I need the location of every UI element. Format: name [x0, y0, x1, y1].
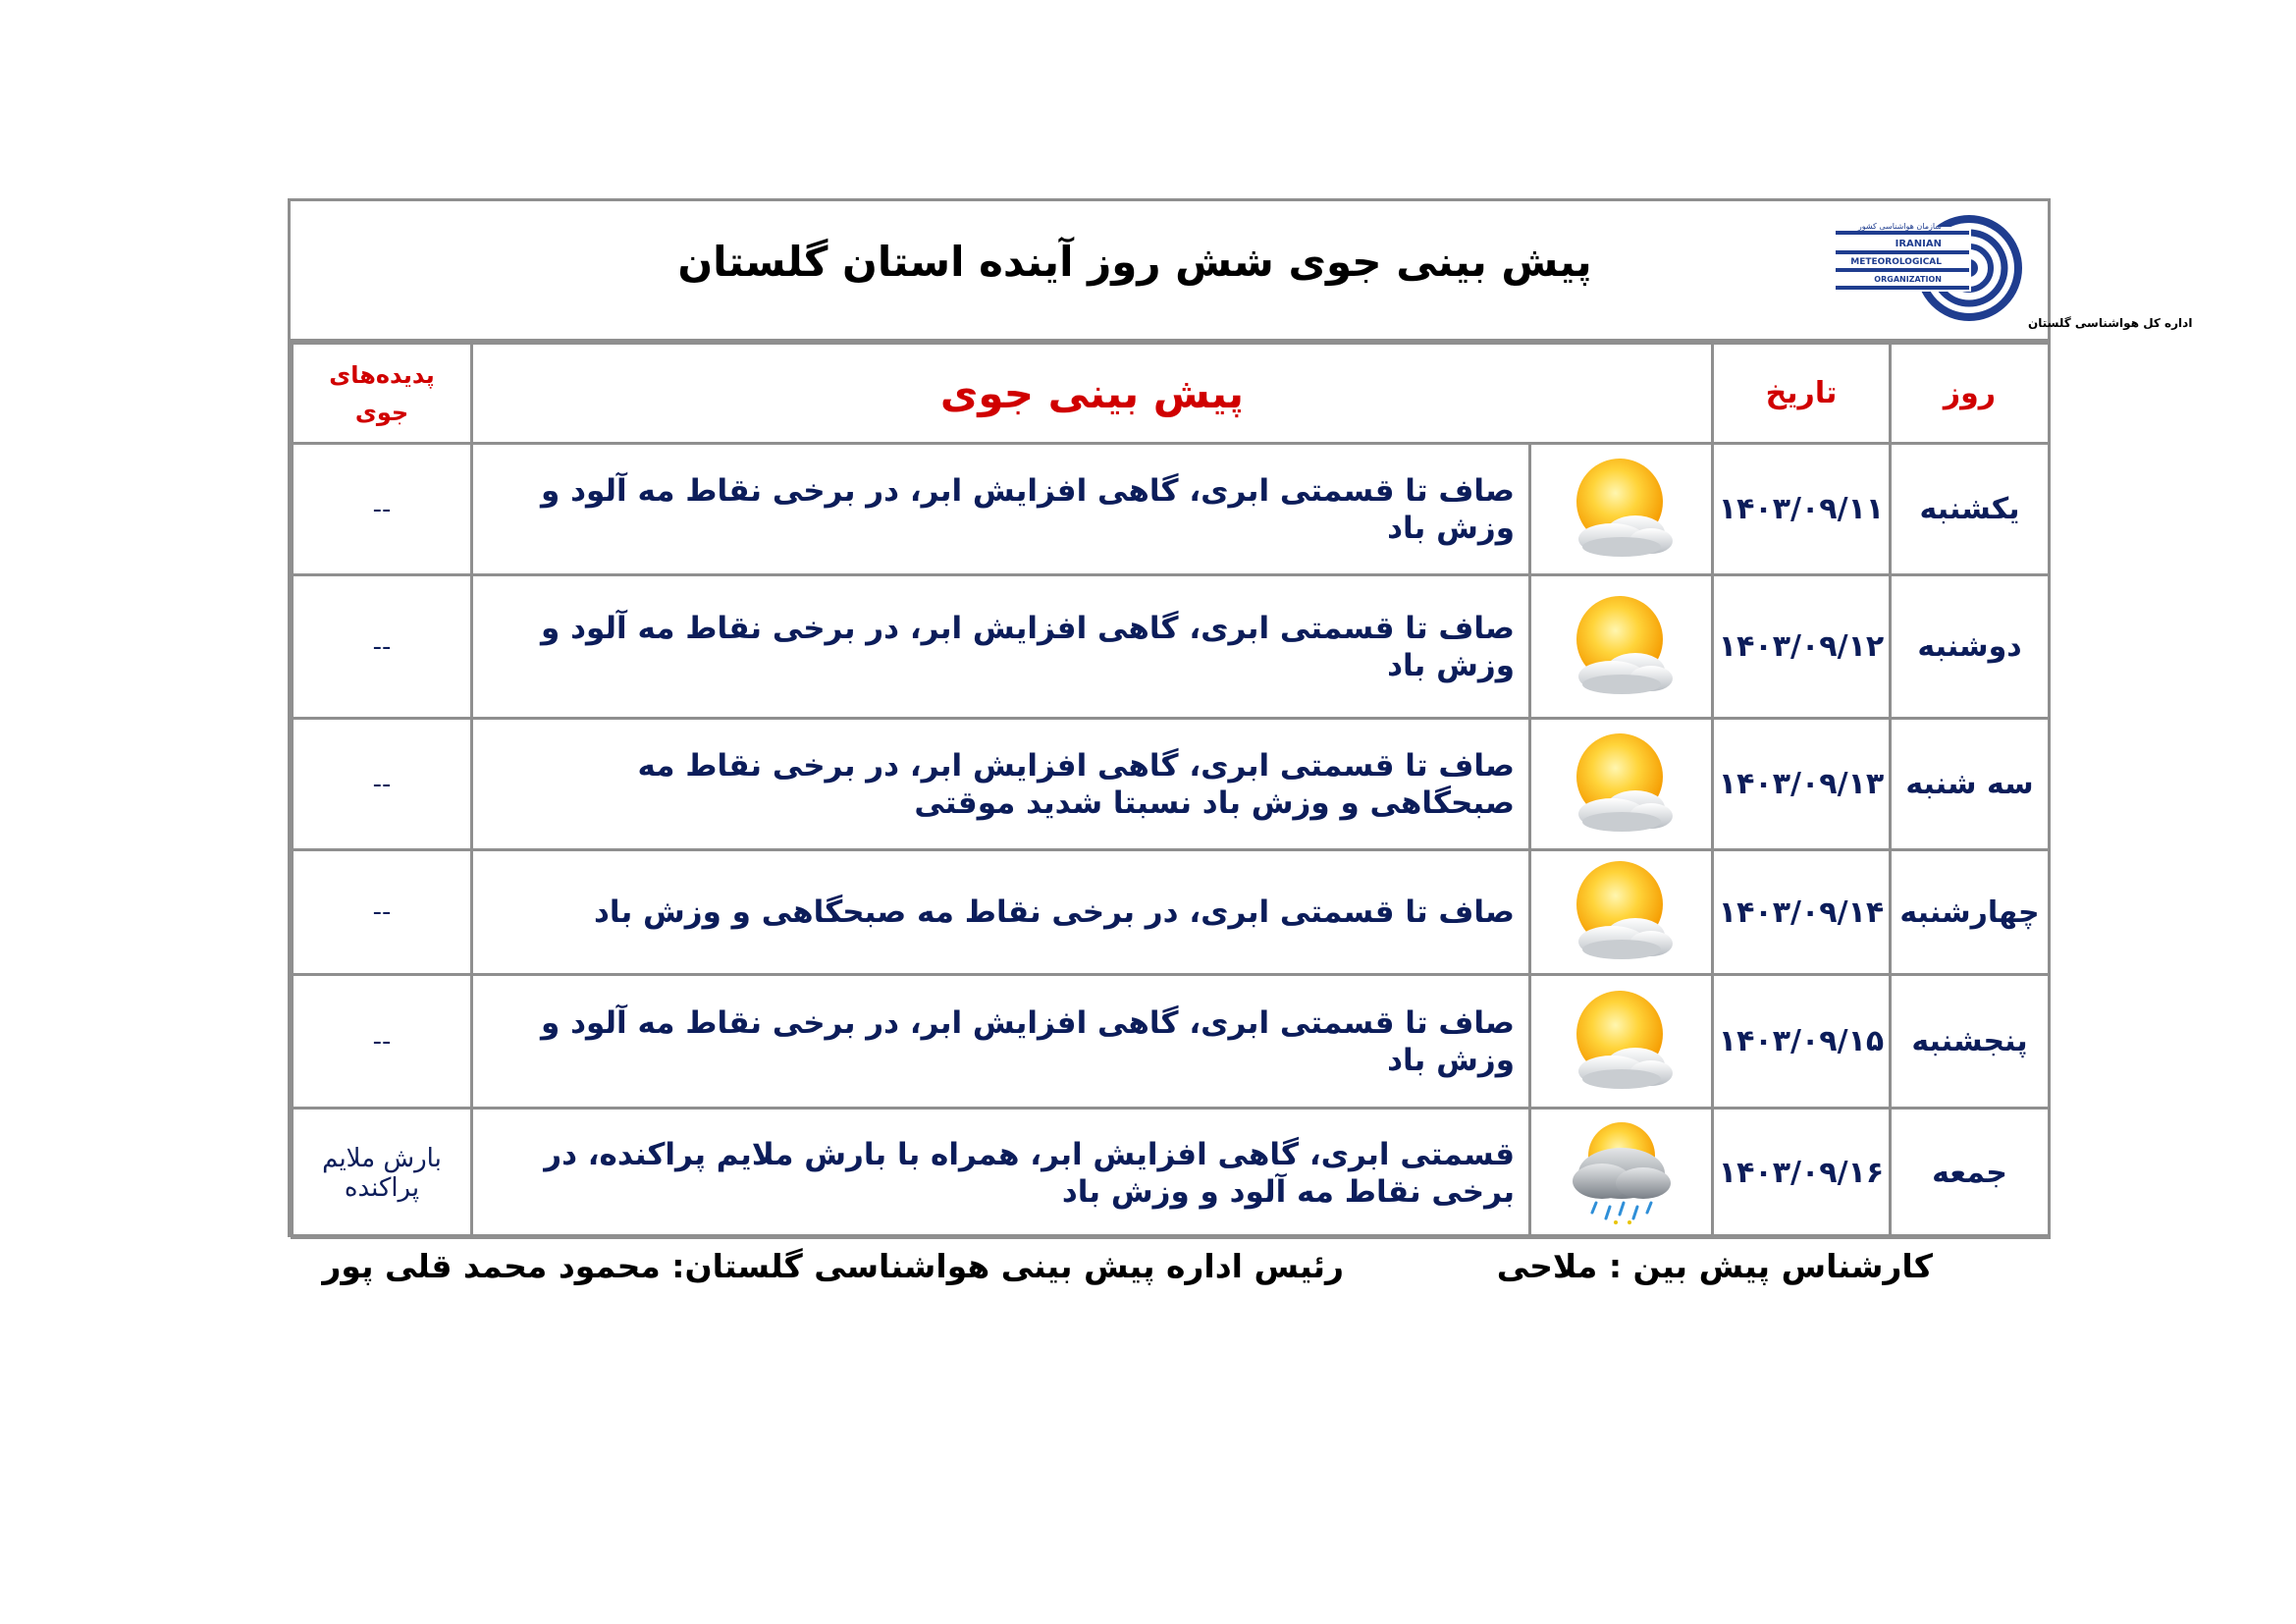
phenomena-cell: بارش ملایم پراکنده: [293, 1109, 472, 1238]
partly-cloudy-icon: [1563, 724, 1681, 841]
weather-icon-cell: [1530, 975, 1713, 1109]
forecaster-credit: کارشناس پیش بین : ملاحی: [1496, 1247, 1933, 1285]
date-cell: ۱۴۰۳/۰۹/۱۱: [1713, 444, 1891, 575]
table-header-row: [293, 344, 2050, 444]
table-row: [293, 1109, 2050, 1238]
logo-text-line4: ORGANIZATION: [1874, 275, 1942, 284]
table-row: [293, 444, 2050, 575]
table-row: [293, 975, 2050, 1109]
date-cell: ۱۴۰۳/۰۹/۱۳: [1713, 719, 1891, 850]
date-cell: ۱۴۰۳/۰۹/۱۲: [1713, 575, 1891, 719]
forecast-sheet: [288, 198, 2193, 1237]
header-phenomena-line2: جوی: [354, 398, 409, 426]
table-row: [293, 575, 2050, 719]
weather-icon-cell: [1530, 444, 1713, 575]
head-credit: رئیس اداره پیش بینی هواشناسی گلستان: محمود محمد قلی پور: [322, 1247, 1344, 1285]
rain-cloud-icon: [1563, 1112, 1681, 1230]
weather-icon-cell: [1530, 575, 1713, 719]
organization-logo: [1822, 211, 2193, 333]
logo-text-line3: METEOROLOGICAL: [1850, 257, 1942, 267]
header-phenomena: [293, 344, 472, 444]
logo-text-line1: سازمان هواشناسی کشور: [1857, 222, 1942, 231]
day-cell: دوشنبه: [1891, 575, 2050, 719]
day-cell: سه شنبه: [1891, 719, 2050, 850]
phenomena-cell: --: [293, 575, 472, 719]
date-cell: ۱۴۰۳/۰۹/۱۴: [1713, 850, 1891, 975]
header-date: تاریخ: [1713, 344, 1891, 444]
header-forecast: پیش بینی جوی: [472, 344, 1713, 444]
day-cell: چهارشنبه: [1891, 850, 2050, 975]
forecast-description: صاف تا قسمتی ابری، گاهی افزایش ابر، در برخی نقاط مه آلود و وزش باد: [472, 444, 1530, 575]
phenomena-cell: --: [293, 444, 472, 575]
weather-icon-cell: [1530, 1109, 1713, 1238]
forecast-description: قسمتی ابری، گاهی افزایش ابر، همراه با بارش ملایم پراکنده، در برخی نقاط مه آلود و وزش باد: [472, 1109, 1530, 1238]
logo-emblem-icon: [1834, 219, 2018, 317]
partly-cloudy-icon: [1563, 981, 1681, 1099]
day-cell: جمعه: [1891, 1109, 2050, 1238]
forecast-table: [291, 342, 2051, 1239]
date-cell: ۱۴۰۳/۰۹/۱۶: [1713, 1109, 1891, 1238]
partly-cloudy-icon: [1563, 586, 1681, 704]
phenomena-cell: --: [293, 850, 472, 975]
title-row: [291, 201, 2193, 342]
weather-icon-cell: [1530, 850, 1713, 975]
day-cell: پنجشنبه: [1891, 975, 2050, 1109]
day-cell: یکشنبه: [1891, 444, 2050, 575]
table-row: [293, 719, 2050, 850]
logo-caption: اداره کل هواشناسی گلستان: [2028, 316, 2193, 330]
forecast-rows: [293, 444, 2050, 1238]
forecast-description: صاف تا قسمتی ابری، در برخی نقاط مه صبحگاهی و وزش باد: [472, 850, 1530, 975]
date-cell: ۱۴۰۳/۰۹/۱۵: [1713, 975, 1891, 1109]
header-phenomena-line1: پدیده‌های: [329, 360, 435, 389]
page-title: پیش بینی جوی شش روز آینده استان گلستان: [677, 238, 1592, 286]
forecast-description: صاف تا قسمتی ابری، گاهی افزایش ابر، در برخی نقاط مه آلود و وزش باد: [472, 575, 1530, 719]
footer: [288, 1247, 2051, 1306]
weather-icon-cell: [1530, 719, 1713, 850]
header-day: روز: [1891, 344, 2050, 444]
forecast-description: صاف تا قسمتی ابری، گاهی افزایش ابر، در برخی نقاط مه صبحگاهی و وزش باد نسبتا شدید موقتی: [472, 719, 1530, 850]
partly-cloudy-icon: [1563, 449, 1681, 567]
partly-cloudy-icon: [1563, 851, 1681, 969]
forecast-description: صاف تا قسمتی ابری، گاهی افزایش ابر، در برخی نقاط مه آلود و وزش باد: [472, 975, 1530, 1109]
phenomena-cell: --: [293, 719, 472, 850]
phenomena-cell: --: [293, 975, 472, 1109]
table-row: [293, 850, 2050, 975]
logo-text-line2: IRANIAN: [1895, 239, 1942, 249]
